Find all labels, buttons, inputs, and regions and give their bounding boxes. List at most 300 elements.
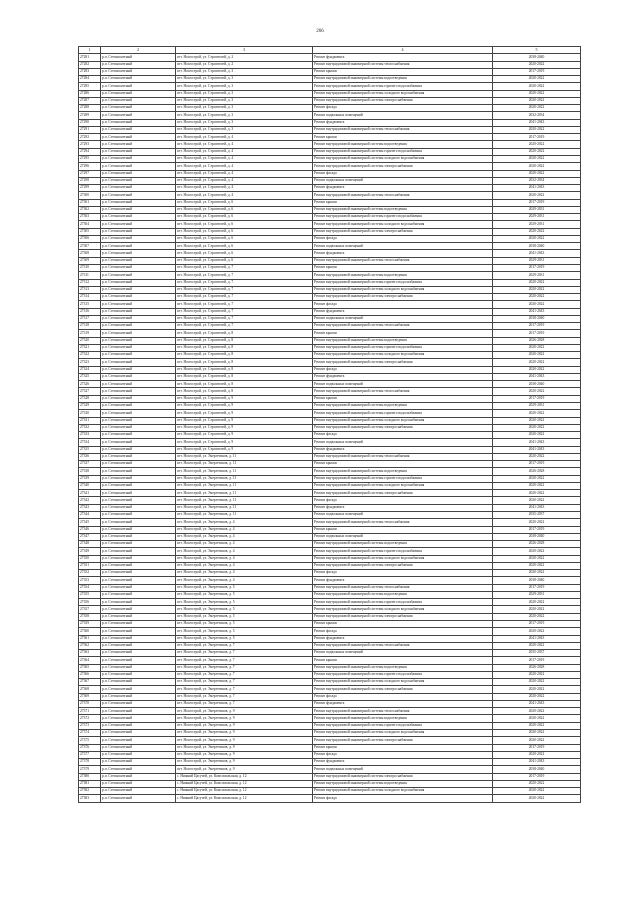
row-number-cell: 27300 xyxy=(79,192,101,199)
table-row xyxy=(79,257,581,264)
address-cell: пгт. Ноwoстрой, ул. Строителей, д. 4 xyxy=(176,155,313,162)
municipality-cell: р.п. Степноozerный xyxy=(101,482,176,489)
table-row xyxy=(79,323,581,330)
period-cell: 2017-2019 xyxy=(493,199,581,206)
municipality-cell: р.п. Степноozerный xyxy=(101,148,176,155)
address-cell: пгт. Ноwoстрой, ул. Строителей, д. 9 xyxy=(176,417,313,424)
row-number-cell: 27345 xyxy=(79,519,101,526)
row-number-cell: 27331 xyxy=(79,417,101,424)
address-cell: пгт. Ноwoстрой, ул. Строителей, д. 3 xyxy=(176,83,313,90)
row-number-cell: 27335 xyxy=(79,446,101,453)
address-cell: пгт. Ноwoстрой, ул. Строителей, д. 9 xyxy=(176,432,313,439)
address-cell: пгт. Ноwoстрой, ул. Энергетиков, д. 9 xyxy=(176,737,313,744)
period-cell: 2041-2043 xyxy=(493,439,581,446)
period-cell: 2020-2022 xyxy=(493,294,581,301)
table-row xyxy=(79,461,581,468)
table-row xyxy=(79,759,581,766)
table-row xyxy=(79,708,581,715)
municipality-cell: р.п. Степноozerный xyxy=(101,373,176,380)
municipality-cell: р.п. Степноozerный xyxy=(101,788,176,795)
period-cell: 2020-2022 xyxy=(493,432,581,439)
municipality-cell: р.п. Степноozerный xyxy=(101,490,176,497)
work-type-cell: Ремонт внутридомовой инженерной системы горячего водоснабжения xyxy=(313,410,493,417)
period-cell: 2020-2022 xyxy=(493,671,581,678)
work-type-cell: Ремонт внутридомовой инженерной системы холодного водоснабжения xyxy=(313,352,493,359)
municipality-cell: р.п. Степноozerный xyxy=(101,366,176,373)
row-number-cell: 27358 xyxy=(79,613,101,620)
address-cell: пгт. Ноwoстрой, ул. Энергетиков, д. 11 xyxy=(176,497,313,504)
municipality-cell: р.п. Степноozerный xyxy=(101,206,176,213)
table-row xyxy=(79,148,581,155)
work-type-cell: Ремонт крыши xyxy=(313,395,493,402)
table-row xyxy=(79,308,581,315)
table-row xyxy=(79,112,581,119)
table-row xyxy=(79,61,581,68)
work-type-cell: Ремонт фасада xyxy=(313,795,493,802)
work-type-cell: Ремонт крыши xyxy=(313,199,493,206)
work-type-cell: Ремонт фасада xyxy=(313,366,493,373)
address-cell: пгт. Ноwoстрой, ул. Строителей, д. 3 xyxy=(176,90,313,97)
row-number-cell: 27284 xyxy=(79,76,101,83)
municipality-cell: р.п. Степноozerный xyxy=(101,795,176,802)
work-type-cell: Ремонт внутридомовой инженерной системы электроснабжения xyxy=(313,97,493,104)
address-cell: пгт. Ноwoстрой, ул. Энергетиков, д. 5 xyxy=(176,606,313,613)
address-cell: пгт. Ноwoстрой, ул. Строителей, д. 7 xyxy=(176,315,313,322)
row-number-cell: 27288 xyxy=(79,105,101,112)
period-cell: 2020-2022 xyxy=(493,708,581,715)
address-cell: пгт. Ноwoстрой, ул. Строителей, д. 7 xyxy=(176,272,313,279)
table-row xyxy=(79,606,581,613)
table-row xyxy=(79,512,581,519)
table-row xyxy=(79,533,581,540)
address-cell: пгт. Ноwoстрой, ул. Строителей, д. 6 xyxy=(176,235,313,242)
table-row xyxy=(79,97,581,104)
period-cell: 2029-2031 xyxy=(493,257,581,264)
municipality-cell: р.п. Степноozerный xyxy=(101,541,176,548)
header-cell: 2 xyxy=(101,47,176,54)
row-number-cell: 27309 xyxy=(79,257,101,264)
row-number-cell: 27308 xyxy=(79,250,101,257)
address-cell: пгт. Ноwoстрой, ул. Строителей, д. 6 xyxy=(176,199,313,206)
address-cell: пгт. Ноwoстрой, ул. Строителей, д. 8 xyxy=(176,373,313,380)
table-row xyxy=(79,294,581,301)
work-type-cell: Ремонт фасада xyxy=(313,105,493,112)
table-row xyxy=(79,766,581,773)
table-row xyxy=(79,250,581,257)
row-number-cell: 27360 xyxy=(79,628,101,635)
work-type-cell: Ремонт внутридомовой инженерной системы холодного водоснабжения xyxy=(313,286,493,293)
municipality-cell: р.п. Степноozerный xyxy=(101,533,176,540)
table-row xyxy=(79,228,581,235)
table-row xyxy=(79,686,581,693)
row-number-cell: 27347 xyxy=(79,533,101,540)
work-type-cell: Ремонт внутридомовой инженерной системы горячего водоснабжения xyxy=(313,475,493,482)
work-type-cell: Ремонт фасада xyxy=(313,628,493,635)
period-cell: 2020-2022 xyxy=(493,548,581,555)
work-type-cell: Ремонт внутридомовой инженерной системы водоотведения xyxy=(313,76,493,83)
address-cell: пгт. Ноwoстрой, ул. Строителей, д. 8 xyxy=(176,366,313,373)
period-cell: 2038-2040 xyxy=(493,315,581,322)
period-cell: 2041-2043 xyxy=(493,308,581,315)
address-cell: пгт. Ноwoстрой, ул. Строителей, д. 6 xyxy=(176,228,313,235)
period-cell: 2041-2043 xyxy=(493,700,581,707)
row-number-cell: 27342 xyxy=(79,497,101,504)
row-number-cell: 27350 xyxy=(79,555,101,562)
address-cell: пгт. Ноwoстрой, ул. Строителей, д. 9 xyxy=(176,439,313,446)
work-type-cell: Ремонт подвальных помещений xyxy=(313,112,493,119)
municipality-cell: р.п. Степноozerный xyxy=(101,577,176,584)
period-cell: 2017-2019 xyxy=(493,744,581,751)
municipality-cell: р.п. Степноozerный xyxy=(101,177,176,184)
municipality-cell: р.п. Степноozerный xyxy=(101,737,176,744)
table-row xyxy=(79,729,581,736)
address-cell: пгт. Ноwoстрой, ул. Строителей, д. 9 xyxy=(176,446,313,453)
row-number-cell: 27367 xyxy=(79,679,101,686)
row-number-cell: 27317 xyxy=(79,315,101,322)
period-cell: 2020-2022 xyxy=(493,359,581,366)
municipality-cell: р.п. Степноozerный xyxy=(101,708,176,715)
work-type-cell: Ремонт внутридомовой инженерной системы электроснабжения xyxy=(313,359,493,366)
address-cell: пгт. Ноwoстрой, ул. Строителей, д. 9 xyxy=(176,395,313,402)
period-cell: 2020-2022 xyxy=(493,613,581,620)
table-row xyxy=(79,301,581,308)
work-type-cell: Ремонт подвальных помещений xyxy=(313,439,493,446)
work-type-cell: Ремонт внутридомовой инженерной системы теплоснабжения xyxy=(313,642,493,649)
work-type-cell: Ремонт внутридомовой инженерной системы горячего водоснабжения xyxy=(313,671,493,678)
table-row xyxy=(79,780,581,787)
table-row xyxy=(79,330,581,337)
municipality-cell: р.п. Степноozerный xyxy=(101,512,176,519)
table-row xyxy=(79,264,581,271)
address-cell: пгт. Ноwoстрой, ул. Энергетиков, д. 9 xyxy=(176,744,313,751)
address-cell: пгт. Ноwoстрой, ул. Строителей, д. 4 xyxy=(176,192,313,199)
work-type-cell: Ремонт фундамента xyxy=(313,250,493,257)
table-row xyxy=(79,519,581,526)
row-number-cell: 27311 xyxy=(79,272,101,279)
period-cell: 2017-2019 xyxy=(493,620,581,627)
period-cell: 2020-2022 xyxy=(493,61,581,68)
work-type-cell: Ремонт внутридомовой инженерной системы холодного водоснабжения xyxy=(313,788,493,795)
work-type-cell: Ремонт внутридомовой инженерной системы холодного водоснабжения xyxy=(313,482,493,489)
table-row xyxy=(79,570,581,577)
table-row xyxy=(79,555,581,562)
work-type-cell: Ремонт внутридомовой инженерной системы горячего водоснабжения xyxy=(313,722,493,729)
address-cell: пгт. Ноwoстрой, ул. Энергетиков, д. 11 xyxy=(176,453,313,460)
period-cell: 2020-2022 xyxy=(493,453,581,460)
period-cell: 2041-2043 xyxy=(493,635,581,642)
row-number-cell: 27340 xyxy=(79,482,101,489)
table-row xyxy=(79,788,581,795)
work-type-cell: Ремонт внутридомовой инженерной системы холодного водоснабжения xyxy=(313,90,493,97)
table-row xyxy=(79,693,581,700)
table-row xyxy=(79,68,581,75)
municipality-cell: р.п. Степноozerный xyxy=(101,221,176,228)
municipality-cell: р.п. Степноozerный xyxy=(101,686,176,693)
period-cell: 2017-2019 xyxy=(493,134,581,141)
municipality-cell: р.п. Степноozerный xyxy=(101,591,176,598)
address-cell: пгт. Ноwoстрой, ул. Энергетиков, д. 5 xyxy=(176,613,313,620)
row-number-cell: 27363 xyxy=(79,650,101,657)
row-number-cell: 27289 xyxy=(79,112,101,119)
row-number-cell: 27341 xyxy=(79,490,101,497)
row-number-cell: 27355 xyxy=(79,591,101,598)
municipality-cell: р.п. Степноozerный xyxy=(101,475,176,482)
address-cell: пгт. Ноwoстрой, ул. Энергетиков, д. 4 xyxy=(176,526,313,533)
municipality-cell: р.п. Степноozerный xyxy=(101,729,176,736)
period-cell: 2020-2022 xyxy=(493,235,581,242)
work-type-cell: Ремонт подвальных помещений xyxy=(313,533,493,540)
address-cell: пгт. Ноwoстрой, ул. Строителей, д. 7 xyxy=(176,323,313,330)
address-cell: пгт. Ноwoстрой, ул. Энергетиков, д. 4 xyxy=(176,533,313,540)
period-cell: 2020-2022 xyxy=(493,424,581,431)
period-cell: 2029-2031 xyxy=(493,272,581,279)
municipality-cell: р.п. Степноozerный xyxy=(101,439,176,446)
work-type-cell: Ремонт внутридомовой инженерной системы холодного водоснабжения xyxy=(313,679,493,686)
municipality-cell: р.п. Степноozerный xyxy=(101,562,176,569)
row-number-cell: 27328 xyxy=(79,395,101,402)
row-number-cell: 27380 xyxy=(79,773,101,780)
address-cell: пгт. Ноwoстрой, ул. Энергетиков, д. 4 xyxy=(176,570,313,577)
row-number-cell: 27283 xyxy=(79,68,101,75)
municipality-cell: р.п. Степноozerный xyxy=(101,642,176,649)
address-cell: пгт. Ноwoстрой, ул. Строителей, д. 6 xyxy=(176,206,313,213)
period-cell: 2020-2022 xyxy=(493,570,581,577)
period-cell: 2020-2022 xyxy=(493,97,581,104)
row-number-cell: 27297 xyxy=(79,170,101,177)
period-cell: 2017-2019 xyxy=(493,330,581,337)
municipality-cell: р.п. Степноozerный xyxy=(101,192,176,199)
period-cell: 2029-2031 xyxy=(493,403,581,410)
municipality-cell: р.п. Степноozerный xyxy=(101,112,176,119)
municipality-cell: р.п. Степноozerный xyxy=(101,679,176,686)
period-cell: 2038-2040 xyxy=(493,766,581,773)
period-cell: 2020-2022 xyxy=(493,141,581,148)
table-row xyxy=(79,286,581,293)
work-type-cell: Ремонт внутридомовой инженерной системы водоотведения xyxy=(313,337,493,344)
period-cell: 2017-2019 xyxy=(493,526,581,533)
address-cell: пгт. Ноwoстрой, ул. Строителей, д. 4 xyxy=(176,141,313,148)
table-row xyxy=(79,344,581,351)
table-row xyxy=(79,221,581,228)
table-row xyxy=(79,650,581,657)
period-cell: 2017-2019 xyxy=(493,264,581,271)
table-row xyxy=(79,279,581,286)
address-cell: пгт. Ноwoстрой, ул. Строителей, д. 4 xyxy=(176,170,313,177)
row-number-cell: 27377 xyxy=(79,751,101,758)
work-type-cell: Ремонт внутридомовой инженерной системы теплоснабжения xyxy=(313,192,493,199)
address-cell: пгт. Ноwoстрой, ул. Строителей, д. 3 xyxy=(176,126,313,133)
period-cell: 2020-2022 xyxy=(493,780,581,787)
table-header-row xyxy=(79,47,581,54)
municipality-cell: р.п. Степноozerный xyxy=(101,228,176,235)
period-cell: 2020-2022 xyxy=(493,366,581,373)
work-type-cell: Ремонт внутридомовой инженерной системы водоотведения xyxy=(313,715,493,722)
work-type-cell: Ремонт фасада xyxy=(313,751,493,758)
work-type-cell: Ремонт внутридомовой инженерной системы электроснабжения xyxy=(313,773,493,780)
period-cell: 2020-2022 xyxy=(493,490,581,497)
row-number-cell: 27293 xyxy=(79,141,101,148)
table-row xyxy=(79,214,581,221)
row-number-cell: 27374 xyxy=(79,729,101,736)
municipality-cell: р.п. Степноozerный xyxy=(101,403,176,410)
table-row xyxy=(79,795,581,802)
row-number-cell: 27352 xyxy=(79,570,101,577)
table-row xyxy=(79,635,581,642)
table-row xyxy=(79,359,581,366)
work-type-cell: Ремонт крыши xyxy=(313,657,493,664)
municipality-cell: р.п. Степноozerный xyxy=(101,555,176,562)
work-type-cell: Ремонт внутридомовой инженерной системы электроснабжения xyxy=(313,737,493,744)
municipality-cell: р.п. Степноozerный xyxy=(101,584,176,591)
row-number-cell: 27286 xyxy=(79,90,101,97)
address-cell: пгт. Ноwoстрой, ул. Энергетиков, д. 5 xyxy=(176,635,313,642)
table-row xyxy=(79,475,581,482)
work-type-cell: Ремонт внутридомовой инженерной системы водоотведения xyxy=(313,591,493,598)
row-number-cell: 27325 xyxy=(79,373,101,380)
municipality-cell: р.п. Степноozerный xyxy=(101,250,176,257)
municipality-cell: р.п. Степноozerный xyxy=(101,170,176,177)
work-type-cell: Ремонт фундамента xyxy=(313,54,493,61)
row-number-cell: 27315 xyxy=(79,301,101,308)
municipality-cell: р.п. Степноozerный xyxy=(101,671,176,678)
row-number-cell: 27318 xyxy=(79,323,101,330)
address-cell: пгт. Ноwoстрой, ул. Энергетиков, д. 4 xyxy=(176,519,313,526)
address-cell: пгт. Ноwoстрой, ул. Строителей, д. 9 xyxy=(176,424,313,431)
table-row xyxy=(79,199,581,206)
address-cell: пгт. Ноwoстрой, ул. Строителей, д. 4 xyxy=(176,134,313,141)
municipality-cell: р.п. Степноozerный xyxy=(101,526,176,533)
period-cell: 2020-2022 xyxy=(493,90,581,97)
row-number-cell: 27343 xyxy=(79,504,101,511)
period-cell: 2020-2022 xyxy=(493,729,581,736)
table-row xyxy=(79,439,581,446)
work-type-cell: Ремонт фасада xyxy=(313,235,493,242)
row-number-cell: 27327 xyxy=(79,388,101,395)
address-cell: пгт. Ноwoстрой, ул. Строителей, д. 8 xyxy=(176,344,313,351)
row-number-cell: 27344 xyxy=(79,512,101,519)
row-number-cell: 27307 xyxy=(79,243,101,250)
period-cell: 2041-2043 xyxy=(493,504,581,511)
table-row xyxy=(79,599,581,606)
row-number-cell: 27303 xyxy=(79,214,101,221)
municipality-cell: р.п. Степноozerный xyxy=(101,105,176,112)
row-number-cell: 27324 xyxy=(79,366,101,373)
row-number-cell: 27291 xyxy=(79,126,101,133)
period-cell: 2020-2022 xyxy=(493,606,581,613)
period-cell: 2020-2022 xyxy=(493,388,581,395)
address-cell: пгт. Ноwoстрой, ул. Строителей, д. 4 xyxy=(176,163,313,170)
row-number-cell: 27285 xyxy=(79,83,101,90)
period-cell: 2041-2043 xyxy=(493,119,581,126)
municipality-cell: р.п. Степноozerный xyxy=(101,664,176,671)
header-cell: 5 xyxy=(493,47,581,54)
period-cell: 2020-2022 xyxy=(493,686,581,693)
period-cell: 2017-2019 xyxy=(493,773,581,780)
table-row xyxy=(79,155,581,162)
address-cell: пгт. Ноwoстрой, ул. Строителей, д. 8 xyxy=(176,330,313,337)
row-number-cell: 27354 xyxy=(79,584,101,591)
address-cell: с. Нижний Цасучей, ул. Комсомольская, д. 12 xyxy=(176,788,313,795)
table-row xyxy=(79,744,581,751)
period-cell: 2020-2022 xyxy=(493,163,581,170)
municipality-cell: р.п. Степноozerный xyxy=(101,61,176,68)
row-number-cell: 27296 xyxy=(79,163,101,170)
table-row xyxy=(79,337,581,344)
work-type-cell: Ремонт крыши xyxy=(313,744,493,751)
work-type-cell: Ремонт внутридомовой инженерной системы горячего водоснабжения xyxy=(313,214,493,221)
period-cell: 2020-2022 xyxy=(493,475,581,482)
period-cell: 2017-2019 xyxy=(493,461,581,468)
work-type-cell: Ремонт фундамента xyxy=(313,446,493,453)
address-cell: пгт. Ноwoстрой, ул. Энергетиков, д. 5 xyxy=(176,591,313,598)
address-cell: пгт. Ноwoстрой, ул. Строителей, д. 6 xyxy=(176,214,313,221)
address-cell: пгт. Ноwoстрой, ул. Энергетиков, д. 9 xyxy=(176,759,313,766)
period-cell: 2032-2034 xyxy=(493,177,581,184)
period-cell: 2020-2022 xyxy=(493,286,581,293)
address-cell: пгт. Ноwoстрой, ул. Энергетиков, д. 7 xyxy=(176,642,313,649)
address-cell: пгт. Ноwoстрой, ул. Энергетиков, д. 5 xyxy=(176,584,313,591)
row-number-cell: 27292 xyxy=(79,134,101,141)
address-cell: с. Нижний Цасучей, ул. Комсомольская, д. 12 xyxy=(176,795,313,802)
address-cell: пгт. Ноwoстрой, ул. Строителей, д. 3 xyxy=(176,68,313,75)
municipality-cell: р.п. Степноozerный xyxy=(101,272,176,279)
row-number-cell: 27353 xyxy=(79,577,101,584)
table-row xyxy=(79,170,581,177)
work-type-cell: Ремонт внутридомовой инженерной системы электроснабжения xyxy=(313,294,493,301)
row-number-cell: 27349 xyxy=(79,548,101,555)
work-type-cell: Ремонт фасада xyxy=(313,570,493,577)
work-type-cell: Ремонт фундамента xyxy=(313,759,493,766)
period-cell: 2020-2022 xyxy=(493,344,581,351)
period-cell: 2041-2043 xyxy=(493,373,581,380)
period-cell: 2017-2019 xyxy=(493,68,581,75)
work-type-cell: Ремонт внутридомовой инженерной системы горячего водоснабжения xyxy=(313,83,493,90)
period-cell: 2029-2031 xyxy=(493,591,581,598)
row-number-cell: 27346 xyxy=(79,526,101,533)
period-cell: 2020-2022 xyxy=(493,126,581,133)
work-type-cell: Ремонт внутридомовой инженерной системы электроснабжения xyxy=(313,424,493,431)
table-row xyxy=(79,679,581,686)
municipality-cell: р.п. Степноozerный xyxy=(101,286,176,293)
address-cell: пгт. Ноwoстрой, ул. Энергетиков, д. 7 xyxy=(176,679,313,686)
municipality-cell: р.п. Степноozerный xyxy=(101,68,176,75)
period-cell: 2038-2040 xyxy=(493,577,581,584)
table-row xyxy=(79,482,581,489)
row-number-cell: 27310 xyxy=(79,264,101,271)
period-cell: 2017-2019 xyxy=(493,657,581,664)
table-row xyxy=(79,424,581,431)
address-cell: пгт. Ноwoстрой, ул. Энергетиков, д. 11 xyxy=(176,490,313,497)
row-number-cell: 27302 xyxy=(79,206,101,213)
table-row xyxy=(79,548,581,555)
row-number-cell: 27323 xyxy=(79,359,101,366)
work-type-cell: Ремонт крыши xyxy=(313,134,493,141)
period-cell: 2041-2043 xyxy=(493,185,581,192)
row-number-cell: 27287 xyxy=(79,97,101,104)
table-row xyxy=(79,664,581,671)
period-cell: 2017-2019 xyxy=(493,584,581,591)
address-cell: пгт. Ноwoстрой, ул. Строителей, д. 9 xyxy=(176,410,313,417)
municipality-cell: р.п. Степноozerный xyxy=(101,657,176,664)
address-cell: пгт. Ноwoстрой, ул. Энергетиков, д. 9 xyxy=(176,722,313,729)
table-row xyxy=(79,90,581,97)
period-cell: 2029-2031 xyxy=(493,206,581,213)
municipality-cell: р.п. Степноozerный xyxy=(101,352,176,359)
row-number-cell: 27336 xyxy=(79,453,101,460)
address-cell: пгт. Ноwoстрой, ул. Энергетиков, д. 5 xyxy=(176,628,313,635)
row-number-cell: 27316 xyxy=(79,308,101,315)
table-row xyxy=(79,715,581,722)
